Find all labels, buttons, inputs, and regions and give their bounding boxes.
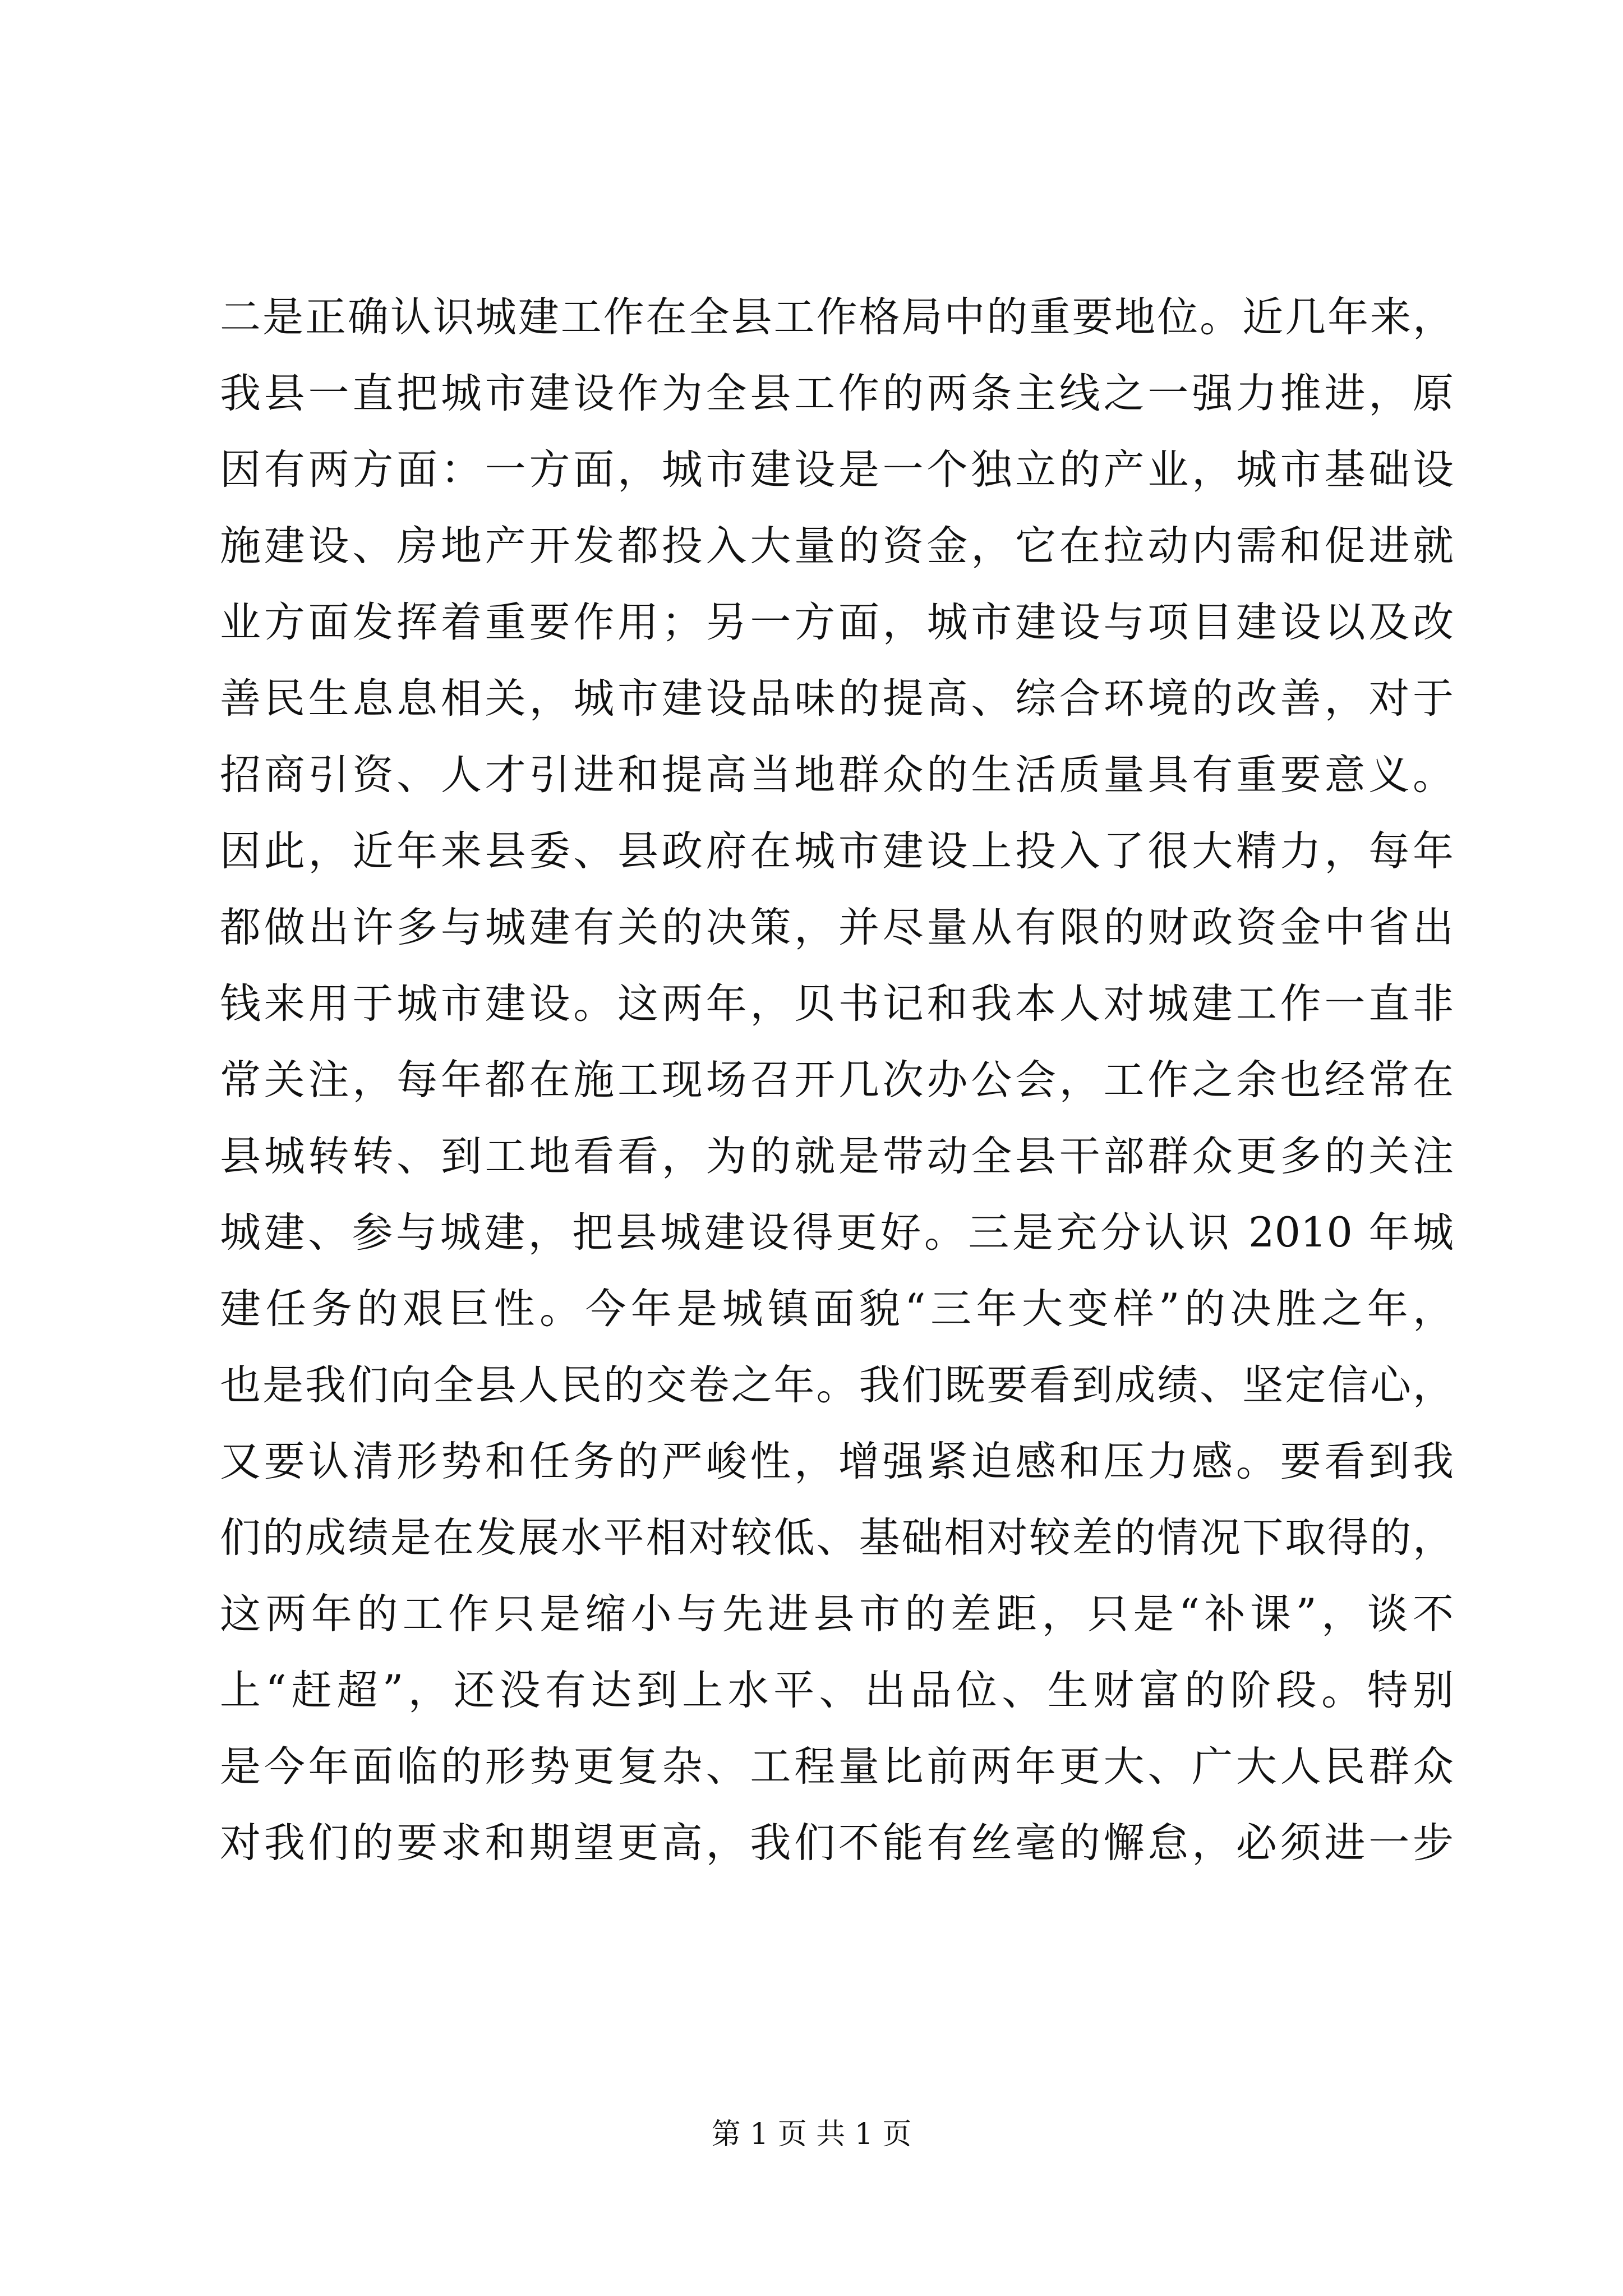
text-line: 上“赶超”，还没有达到上水平、出品位、生财富的阶段。特别	[220, 1667, 1454, 1714]
text-line: 是今年面临的形势更复杂、工程量比前两年更大、广大人民群众	[220, 1743, 1454, 1791]
text-line: 对我们的要求和期望更高，我们不能有丝毫的懈怠，必须进一步	[220, 1819, 1454, 1867]
text-line: 们的成绩是在发展水平相对较低、基础相对较差的情况下取得的，	[220, 1514, 1454, 1562]
text-line: 都做出许多与城建有关的决策，并尽量从有限的财政资金中省出	[220, 904, 1454, 951]
text-line: 因此，近年来县委、县政府在城市建设上投入了很大精力，每年	[220, 827, 1454, 875]
page-footer	[0, 2115, 1623, 2154]
text-line: 因有两方面：一方面，城市建设是一个独立的产业，城市基础设	[220, 446, 1454, 494]
text-line: 善民生息息相关，城市建设品味的提高、综合环境的改善，对于	[220, 675, 1454, 723]
text-line: 业方面发挥着重要作用；另一方面，城市建设与项目建设以及改	[220, 599, 1454, 646]
text-line: 常关注，每年都在施工现场召开几次办公会，工作之余也经常在	[220, 1056, 1454, 1104]
text-line: 这两年的工作只是缩小与先进县市的差距，只是“补课”，谈不	[220, 1590, 1454, 1638]
page-number-label: 第 1 页 共 1 页	[711, 2118, 912, 2151]
text-line: 钱来用于城市建设。这两年，贝书记和我本人对城建工作一直非	[220, 980, 1454, 1028]
text-line: 也是我们向全县人民的交卷之年。我们既要看到成绩、坚定信心，	[220, 1361, 1454, 1409]
text-line: 建任务的艰巨性。今年是城镇面貌“三年大变样”的决胜之年，	[220, 1285, 1454, 1333]
text-line: 城建、参与城建，把县城建设得更好。三是充分认识 2010 年城	[220, 1209, 1454, 1257]
text-line: 县城转转、到工地看看，为的就是带动全县干部群众更多的关注	[220, 1133, 1454, 1180]
text-line: 我县一直把城市建设作为全县工作的两条主线之一强力推进，原	[220, 370, 1454, 417]
text-line: 招商引资、人才引进和提高当地群众的生活质量具有重要意义。	[220, 751, 1454, 799]
text-line: 施建设、房地产开发都投入大量的资金，它在拉动内需和促进就	[220, 522, 1454, 570]
text-line: 又要认清形势和任务的严峻性，增强紧迫感和压力感。要看到我	[220, 1438, 1454, 1485]
body-text	[220, 279, 1454, 1881]
text-line: 二是正确认识城建工作在全县工作格局中的重要地位。近几年来，	[220, 293, 1454, 341]
